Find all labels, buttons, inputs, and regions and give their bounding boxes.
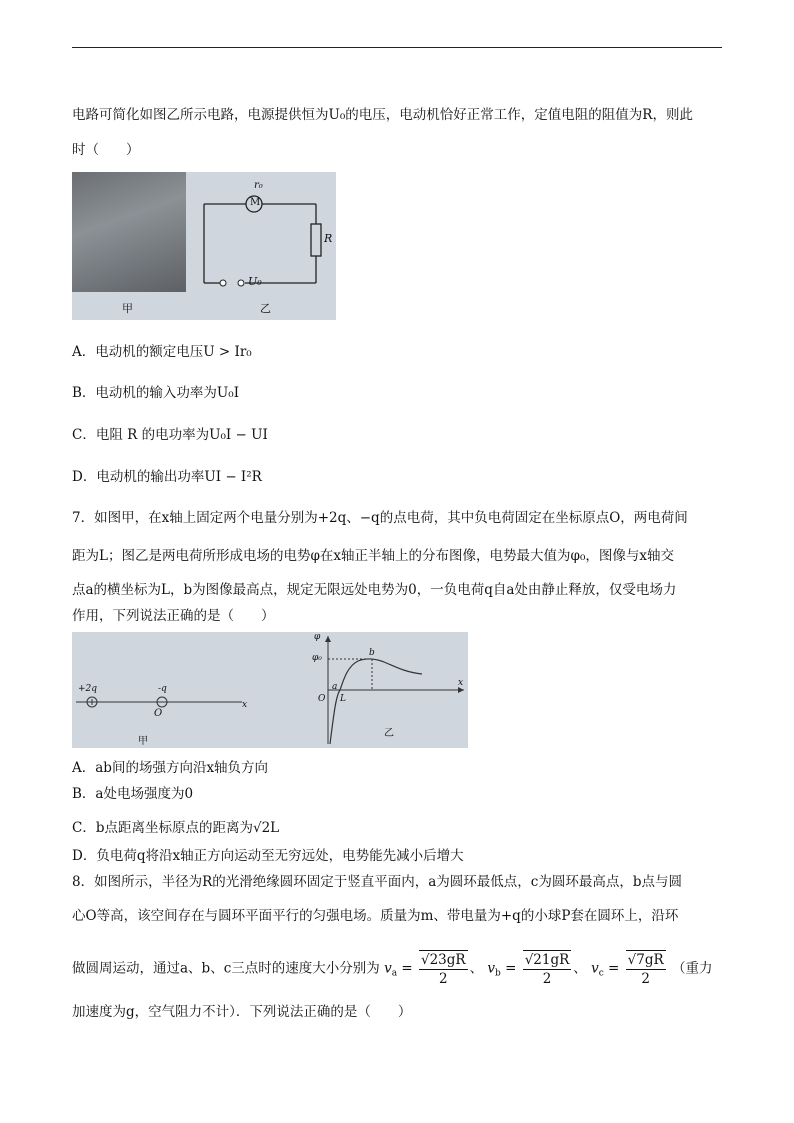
- q8-line-1: 8．如图所示，半径为R的光滑绝缘圆环固定于竖直平面内，a为圆环最低点，c为圆环最高点，b点与圆: [72, 874, 683, 890]
- caption-jia: 甲: [122, 302, 133, 315]
- q6-option-b: B．电动机的输入功率为U₀I: [72, 385, 240, 401]
- q8-line-4: 加速度为g，空气阻力不计）．下列说法正确的是（ ）: [72, 1004, 412, 1020]
- va-denominator: 2: [438, 971, 448, 987]
- header-rule: [72, 47, 722, 48]
- q7-line-4: 作用，下列说法正确的是（ ）: [72, 608, 275, 624]
- q8-line-3-pre: 做圆周运动，通过a、b、c三点时的速度大小分别为: [72, 960, 380, 977]
- point-b-label: b: [369, 648, 375, 658]
- q7-line-3: 点a的横坐标为L，b为图像最高点，规定无限远处电势为0，一负电荷q自a处由静止释放，仅受电场力: [72, 582, 677, 598]
- axis-charges: [76, 697, 242, 707]
- motor-label: M: [250, 197, 261, 208]
- charge-neg-label: -q: [158, 684, 167, 694]
- phi0-label: φ₀: [312, 653, 322, 663]
- vb-denominator: 2: [542, 971, 552, 987]
- vc-numerator: √7gR: [627, 952, 664, 968]
- q7-line-2: 距为L；图乙是两电荷所形成电场的电势φ在x轴正半轴上的分布图像，电势最大值为φ₀，图像与x轴交: [72, 548, 675, 564]
- q7-option-c: C．b点距离坐标原点的距离为√2L: [72, 820, 280, 836]
- resistor-label: R: [324, 232, 333, 245]
- caption-yi: 乙: [260, 302, 271, 315]
- x-axis-label-right: x: [458, 678, 464, 688]
- intro-line-2: 时（ ）: [72, 142, 140, 158]
- point-a-label: a: [332, 682, 338, 692]
- phi-axis-label: φ: [314, 632, 321, 642]
- source-label: U₀: [248, 275, 262, 288]
- q6-option-d: D．电动机的输出功率UI − I²R: [72, 469, 262, 485]
- vb-fraction: [523, 950, 572, 988]
- q7-option-d: D．负电荷q将沿x轴正方向运动至无穷远处，电势能先减小后增大: [72, 848, 464, 864]
- motor-resistance-label: r₀: [254, 180, 263, 191]
- q8-line-3-post: （重力: [671, 960, 713, 977]
- intro-line-1: 电路可简化如图乙所示电路，电源提供恒为U₀的电压，电动机恰好正常工作，定值电阻的阻值为R，则此: [72, 107, 693, 123]
- origin-label-right: O: [318, 694, 326, 704]
- q6-option-c: C．电阻 R 的电功率为U₀I − UI: [72, 427, 268, 443]
- tick-L-label: L: [340, 694, 346, 704]
- x-axis-label-left: x: [242, 700, 248, 710]
- q8-line-2: 心O等高，该空间存在与圆环平面平行的匀强电场。质量为m、带电量为+q的小球P套在圆环上，沿环: [72, 908, 679, 924]
- figure-potential: [72, 632, 468, 748]
- vc-denominator: 2: [641, 971, 650, 987]
- va-numerator: √23gR: [420, 952, 466, 968]
- figure-motor-circuit: [72, 172, 336, 320]
- charge-pos-label: +2q: [78, 684, 98, 694]
- vc-fraction: [626, 950, 666, 988]
- q7-option-b: B．a处电场强度为0: [72, 786, 194, 802]
- caption-yi-2: 乙: [384, 728, 394, 739]
- q7-line-1: 7．如图甲，在x轴上固定两个电量分别为+2q、−q的点电荷，其中负电荷固定在坐标原点O，两电荷间: [72, 510, 688, 526]
- origin-label: O: [154, 708, 163, 719]
- va-fraction: [419, 950, 468, 988]
- q7-option-a: A．ab间的场强方向沿x轴负方向: [72, 760, 269, 776]
- caption-jia-2: 甲: [138, 736, 148, 747]
- vb-numerator: √21gR: [524, 952, 570, 968]
- q6-option-a: A．电动机的额定电压U > Ir₀: [72, 344, 252, 360]
- circuit-diagram: [204, 196, 321, 286]
- potential-graph: [325, 636, 464, 744]
- q8-line-3: 做圆周运动，通过a、b、c三点时的速度大小分别为 $v_a$ = $\frac{√23gR}{2}$ 、 $v_b$ = $\frac{√21gR}{2}$ 、 $v_c$ = $\frac{√7gR}{2}$ （重力: [72, 952, 713, 987]
